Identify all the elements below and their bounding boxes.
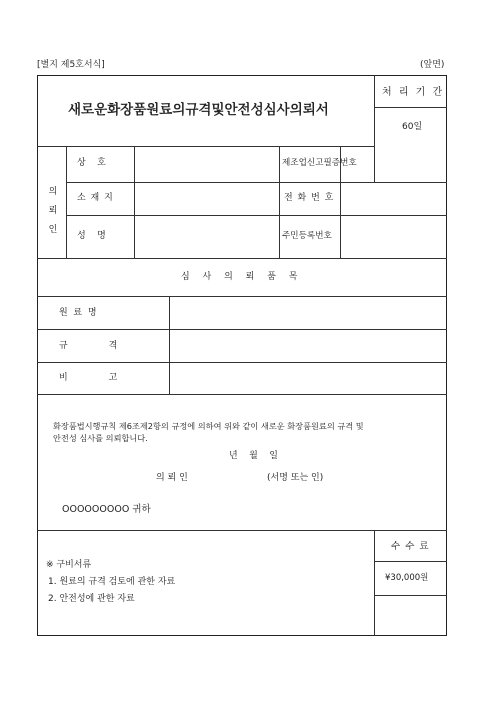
applicant-name-label: 상 호 [77,158,106,168]
page-title: 새로운화장품원료의규격및안전성심사의뢰서 [68,102,329,118]
statement-line-1: 화장품법시행규칙 제6조제2항의 규정에 의하여 위와 같이 새로운 화장품원료의 규격 및 [53,421,364,431]
person-name-label: 성 명 [77,231,106,241]
page-side: (앞면) [420,60,445,70]
processing-period-value: 60일 [402,122,423,132]
date-line: 년 월 일 [229,451,278,461]
specification-label: 규 격 [59,341,120,351]
addressee: OOOOOOOOO 귀하 [62,504,151,515]
address-label: 소 재 지 [77,193,114,203]
fee-value: ¥30,000원 [385,573,429,583]
documents-heading: ※ 구비서류 [46,560,92,570]
remarks-label: 비 고 [59,373,120,383]
fee-label: 수 수 료 [391,541,430,552]
processing-period-label: 처 리 기 간 [382,87,445,98]
requester-label: 의 뢰 인 [156,473,188,483]
material-name-label: 원 료 명 [59,308,97,318]
applicant-label: 의 뢰 인 [48,187,58,235]
signature-text: (서명 또는 인) [267,473,324,483]
document-item-1: 1. 원료의 규격 검토에 관한 자료 [48,577,176,587]
document-item-2: 2. 안전성에 관한 자료 [48,594,135,604]
resident-number-label: 주민등록번호 [282,231,332,241]
statement-line-2: 안전성 심사를 의뢰합니다. [53,433,148,443]
items-title: 심 사 의 뢰 품 목 [181,272,303,282]
form-number: [별지 제5호서식] [37,60,105,70]
manufacturer-license-label: 제조업신고필증번호 [282,158,357,168]
phone-label: 전 화 번 호 [284,193,335,203]
